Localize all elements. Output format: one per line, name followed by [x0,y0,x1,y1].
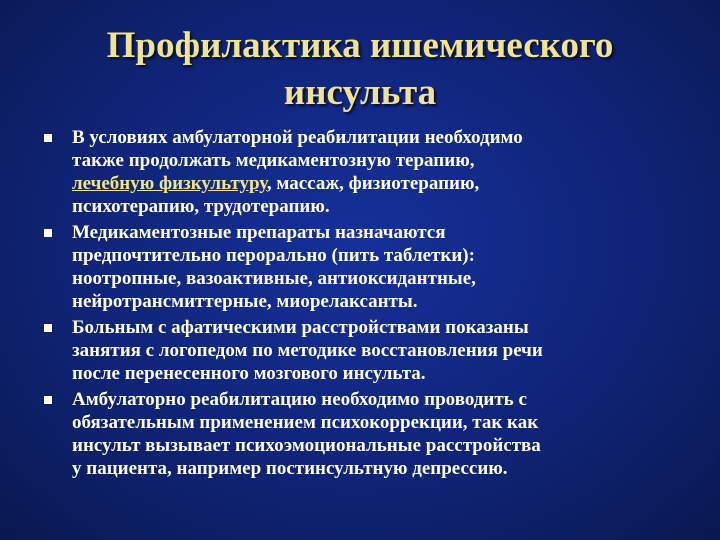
bullet-item-psychocorrection [42,388,682,480]
bullet-3-line-1: Больным с афатическими расстройствами показаны [72,317,529,338]
square-bullet-icon [44,324,52,332]
square-bullet-icon [44,134,52,142]
bullet-3-line-3: после перенесенного мозгового инсульта. [72,363,426,384]
square-bullet-icon [44,396,52,404]
bullet-2-line-3: ноотропные, вазоактивные, антиоксидантные, [72,268,476,289]
bullet-2-line-2: предпочтительно перорально (пить таблетки): [72,245,475,266]
bullet-1-line-2: также продолжать медикаментозную терапию, [72,150,475,171]
bullet-3-line-2: занятия с логопедом по методике восстановления речи [72,340,543,361]
bullet-item-medication [42,221,682,313]
bullet-list [42,126,682,483]
bullet-1-line-3 [72,172,682,195]
bullet-1-line-4: психотерапию, трудотерапию. [72,196,330,217]
bullet-4-line-4: у пациента, например постинсультную депрессию. [72,458,508,479]
bullet-4-line-2: обязательным применением психокоррекции, так как [72,412,539,433]
bullet-2-line-1: Медикаментозные препараты назначаются [72,222,446,243]
bullet-4-line-1: Амбулаторно реабилитацию необходимо проводить с [72,389,527,410]
square-bullet-icon [44,229,52,237]
bullet-item-rehabilitation [42,126,682,218]
bullet-2-line-4: нейротрансмиттерные, миорелаксанты. [72,291,418,312]
bullet-4-line-3: инсульт вызывает психоэмоциональные расстройства [72,435,541,456]
slide-title [60,22,660,116]
bullet-1-line-1: В условиях амбулаторной реабилитации необходимо [72,127,523,148]
bullet-item-speech-therapy [42,316,682,385]
physiotherapy-link[interactable]: лечебную физкультуру [72,173,267,194]
title-line-1: Профилактика ишемического [106,25,614,66]
bullet-1-line-3-rest: , массаж, физиотерапию, [266,173,480,194]
title-line-2: инсульта [283,72,437,113]
